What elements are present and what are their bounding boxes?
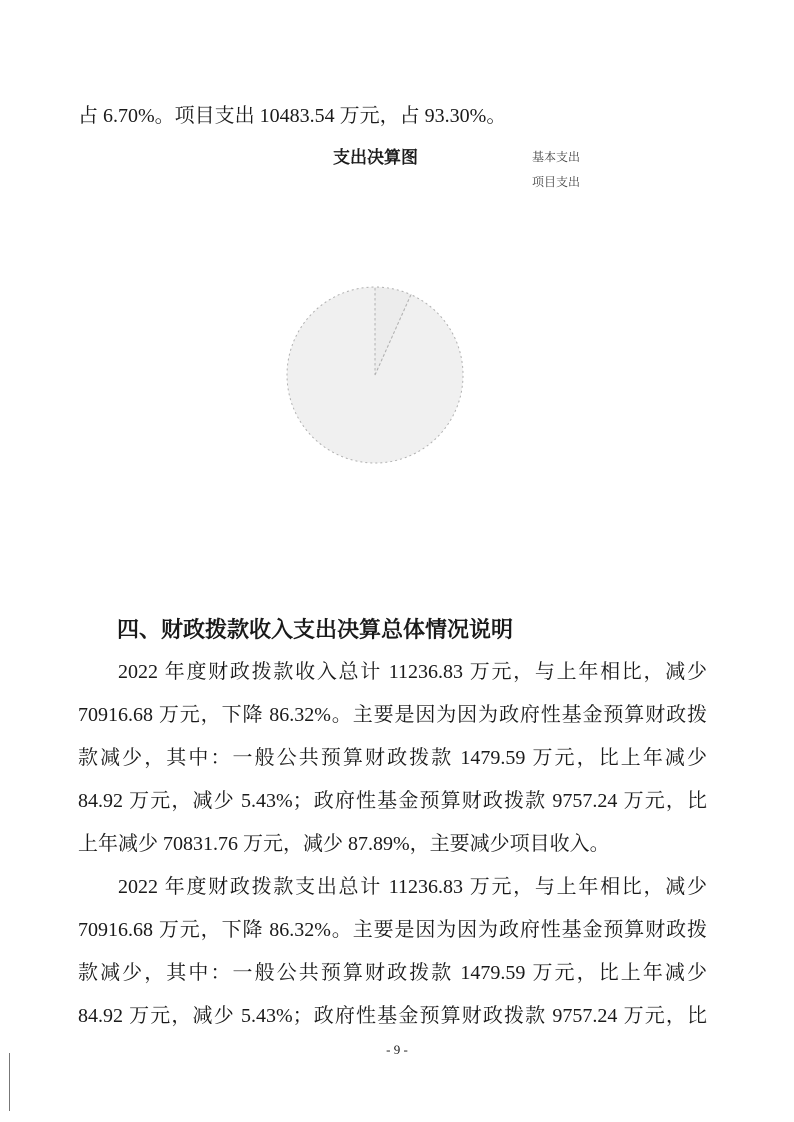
intro-line: 占 6.70%。项目支出 10483.54 万元，占 93.30%。 (78, 105, 507, 127)
scan-edge-line (9, 1053, 10, 1111)
legend-item-basic: 基本支出 (532, 150, 581, 164)
paragraph-line: 上年减少 70831.76 万元，减少 87.89%，主要减少项目收入。 (78, 833, 610, 855)
paragraph-line: 款减少，其中：一般公共预算财政拨款 1479.59 万元，比上年减少 (78, 962, 707, 984)
pie-chart (240, 280, 510, 470)
chart-title: 支出决算图 (333, 148, 418, 167)
paragraph-line: 70916.68 万元，下降 86.32%。主要是因为因为政府性基金预算财政拨 (78, 704, 707, 726)
paragraph-line: 70916.68 万元，下降 86.32%。主要是因为因为政府性基金预算财政拨 (78, 919, 707, 941)
chart-legend (532, 148, 602, 198)
paragraph-line: 款减少，其中：一般公共预算财政拨款 1479.59 万元，比上年减少 (78, 747, 707, 769)
paragraph-line: 2022 年度财政拨款收入总计 11236.83 万元，与上年相比，减少 (118, 661, 707, 683)
paragraph-line: 84.92 万元，减少 5.43%；政府性基金预算财政拨款 9757.24 万元，比 (78, 790, 707, 812)
paragraph-line: 2022 年度财政拨款支出总计 11236.83 万元，与上年相比，减少 (118, 876, 707, 898)
paragraph-line: 84.92 万元，减少 5.43%；政府性基金预算财政拨款 9757.24 万元，比 (78, 1005, 707, 1027)
section-heading: 四、财政拨款收入支出决算总体情况说明 (117, 617, 514, 642)
legend-item-project: 项目支出 (532, 175, 581, 189)
page-number: - 9 - (386, 1042, 408, 1057)
